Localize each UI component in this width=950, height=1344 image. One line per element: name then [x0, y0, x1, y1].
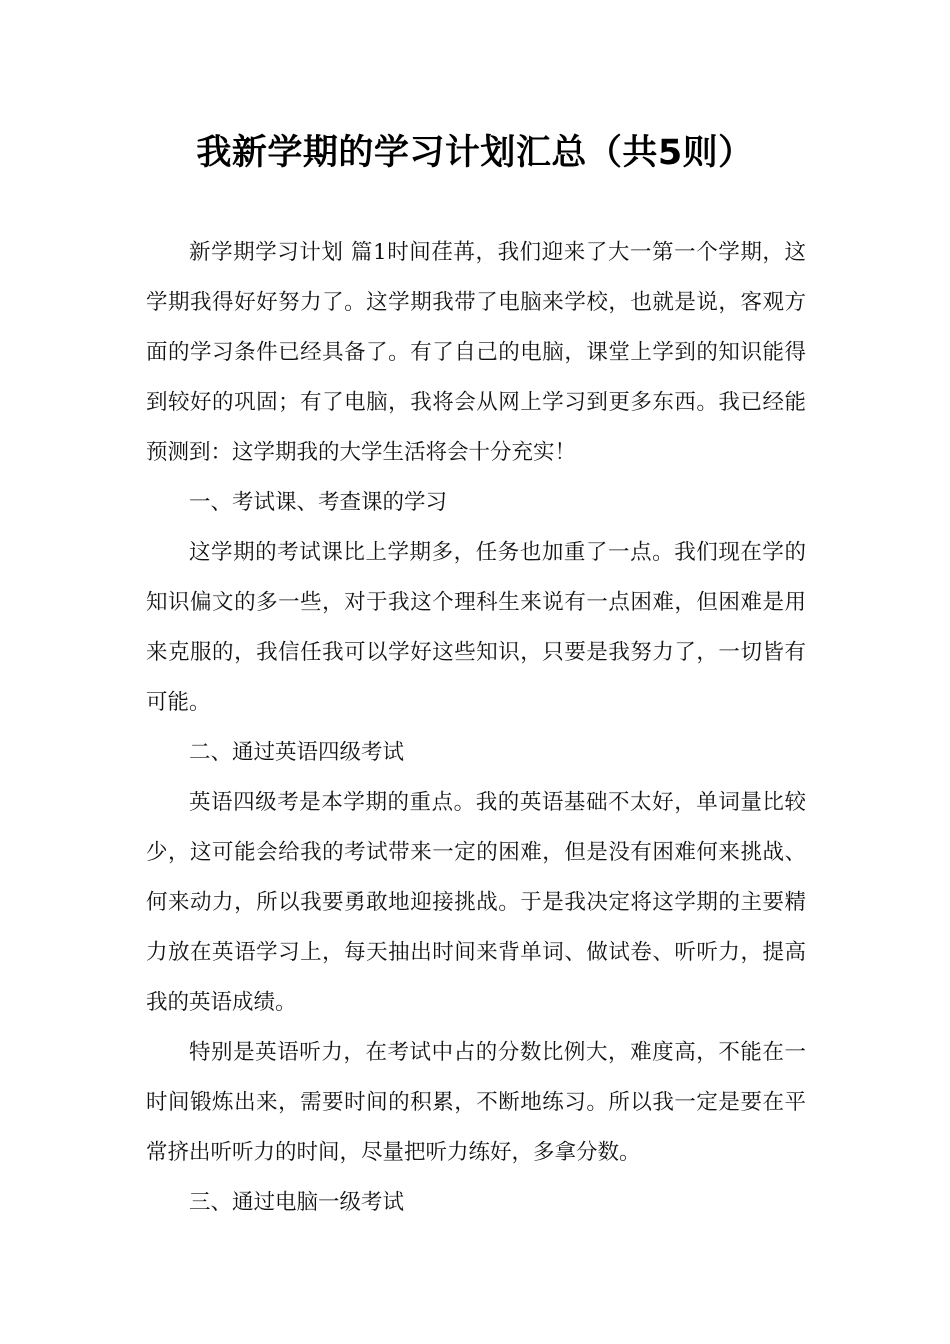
- paragraph-cet4: 英语四级考是本学期的重点。我的英语基础不太好，单词量比较少，这可能会给我的考试带来一定的困难，但是没有困难何来挑战、何来动力，所以我要勇敢地迎接挑战。于是我决定将这学期的主要精力放在英语学习上，每天抽出时间来背单词、做试卷、听听力，提高我的英语成绩。: [146, 790, 806, 1015]
- paragraph-listening: 特别是英语听力，在考试中占的分数比例大，难度高，不能在一时间锻炼出来，需要时间的积累，不断地练习。所以我一定是要在平常挤出听听力的时间，尽量把听力练好，多拿分数。: [146, 1040, 806, 1165]
- paragraph-exam-courses: 这学期的考试课比上学期多，任务也加重了一点。我们现在学的知识偏文的多一些，对于我这个理科生来说有一点困难，但困难是用来克服的，我信任我可以学好这些知识，只要是我努力了，一切皆有可能。: [146, 540, 806, 715]
- document-title: 我新学期的学习计划汇总（共5则）: [196, 133, 754, 173]
- paragraph-intro: 新学期学习计划 篇1时间荏苒，我们迎来了大一第一个学期，这学期我得好好努力了。这学期我带了电脑来学校，也就是说，客观方面的学习条件已经具备了。有了自己的电脑，课堂上学到的知识能得到较好的巩固；有了电脑，我将会从网上学习到更多东西。我已经能预测到：这学期我的大学生活将会十分充实！: [146, 240, 806, 465]
- document-body: [146, 228, 806, 1228]
- section-heading-2: 二、通过英语四级考试: [189, 740, 405, 765]
- section-heading-3: 三、通过电脑一级考试: [189, 1190, 405, 1215]
- section-heading-1: 一、考试课、考查课的学习: [189, 490, 448, 515]
